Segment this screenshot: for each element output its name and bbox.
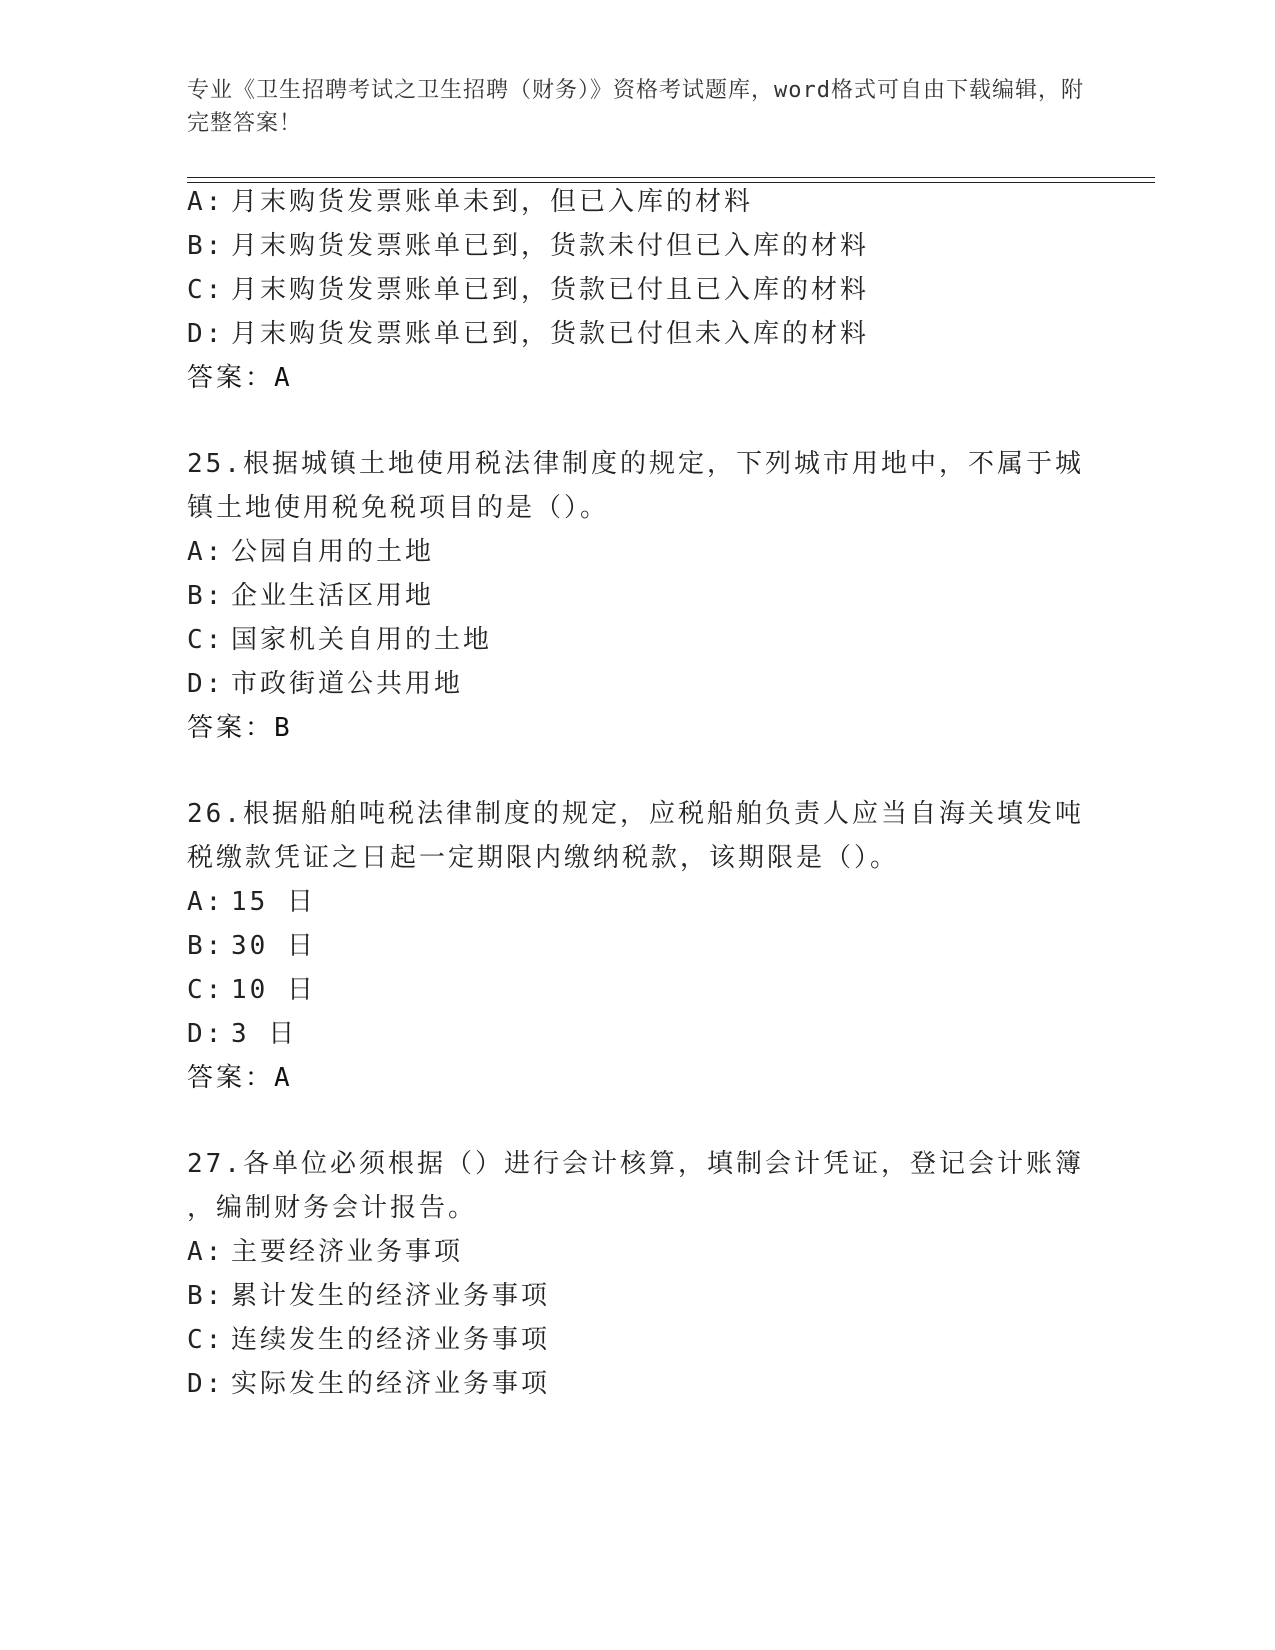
option-letter: B: (187, 231, 225, 261)
q25-option-b (187, 581, 434, 611)
q25-option-d (187, 669, 463, 699)
option-text: 市政街道公共用地 (231, 669, 464, 699)
option-text: 月末购货发票账单已到，货款已付且已入库的材料 (231, 275, 870, 305)
header-rule-bottom (187, 182, 1155, 183)
option-letter: B: (187, 931, 225, 961)
q27-stem-line1: 27.各单位必须根据（）进行会计核算，填制会计凭证，登记会计账簿 (187, 1149, 1084, 1179)
q24-answer: 答案：A (187, 363, 293, 393)
option-text: 公园自用的土地 (231, 537, 435, 567)
option-text: 国家机关自用的土地 (231, 625, 493, 655)
option-letter: A: (187, 887, 225, 917)
q27-stem-line2: ，编制财务会计报告。 (187, 1193, 478, 1223)
q27-option-d (187, 1369, 550, 1399)
q26-option-a (187, 887, 316, 917)
q26-stem-line2: 税缴款凭证之日起一定期限内缴纳税款，该期限是（）。 (187, 843, 900, 873)
q25-option-c (187, 625, 492, 655)
option-letter: D: (187, 1369, 225, 1399)
q26-option-d (187, 1019, 297, 1049)
option-text: 累计发生的经济业务事项 (231, 1281, 551, 1311)
option-text: 月末购货发票账单已到，货款已付但未入库的材料 (231, 319, 870, 349)
option-text: 企业生活区用地 (231, 581, 435, 611)
q27-option-a (187, 1237, 463, 1267)
q26-option-b (187, 931, 316, 961)
q25-stem-line2: 镇土地使用税免税项目的是（）。 (187, 493, 610, 523)
option-letter: A: (187, 187, 225, 217)
q25-option-a (187, 537, 434, 567)
option-letter: C: (187, 1325, 225, 1355)
header-rule-top (187, 177, 1155, 178)
q27-option-b (187, 1281, 550, 1311)
q27-option-c (187, 1325, 550, 1355)
option-text: 30 日 (231, 931, 316, 961)
q26-answer: 答案：A (187, 1063, 293, 1093)
q24-option-c (187, 275, 869, 305)
option-text: 15 日 (231, 887, 316, 917)
option-text: 月末购货发票账单已到，货款未付但已入库的材料 (231, 231, 870, 261)
option-text: 10 日 (231, 975, 316, 1005)
option-letter: C: (187, 975, 225, 1005)
option-text: 主要经济业务事项 (231, 1237, 464, 1267)
q25-answer: 答案：B (187, 713, 293, 743)
option-letter: B: (187, 1281, 225, 1311)
q24-option-d (187, 319, 869, 349)
option-letter: D: (187, 1019, 225, 1049)
option-letter: A: (187, 1237, 225, 1267)
q24-option-b (187, 231, 869, 261)
q25-stem-line1: 25.根据城镇土地使用税法律制度的规定，下列城市用地中，不属于城 (187, 449, 1084, 479)
document-header: 专业《卫生招聘考试之卫生招聘（财务）》资格考试题库，word格式可自由下载编辑，附完整答案！ (187, 78, 1084, 136)
q26-stem-line1: 26.根据船舶吨税法律制度的规定，应税船舶负责人应当自海关填发吨 (187, 799, 1084, 829)
option-letter: D: (187, 319, 225, 349)
option-text: 3 日 (231, 1019, 298, 1049)
option-letter: C: (187, 625, 225, 655)
option-text: 月末购货发票账单未到，但已入库的材料 (231, 187, 754, 217)
option-text: 连续发生的经济业务事项 (231, 1325, 551, 1355)
option-letter: B: (187, 581, 225, 611)
q26-option-c (187, 975, 316, 1005)
q24-option-a (187, 187, 753, 217)
option-letter: C: (187, 275, 225, 305)
option-letter: D: (187, 669, 225, 699)
option-letter: A: (187, 537, 225, 567)
option-text: 实际发生的经济业务事项 (231, 1369, 551, 1399)
